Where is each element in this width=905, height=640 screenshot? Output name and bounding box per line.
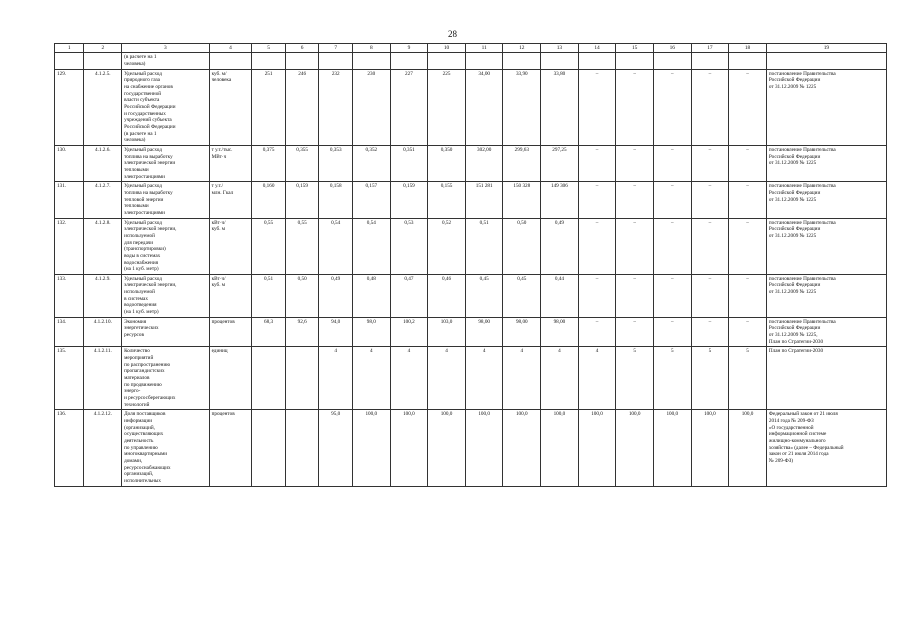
value-cell: – (616, 218, 654, 274)
column-header: 9 (390, 44, 428, 53)
value-cell (285, 410, 319, 486)
empty-cell (729, 53, 767, 69)
value-cell: 100,0 (691, 410, 729, 486)
value-cell: – (691, 69, 729, 145)
value-cell: 98,00 (465, 317, 503, 347)
value-cell: 0,55 (285, 218, 319, 274)
value-cell: 33,90 (503, 69, 541, 145)
value-cell: 4 (319, 347, 353, 410)
column-header: 1 (55, 44, 84, 53)
column-header: 16 (653, 44, 691, 53)
value-cell: 4 (465, 347, 503, 410)
value-cell: 100,0 (653, 410, 691, 486)
value-cell: 100,0 (578, 410, 616, 486)
value-cell: 4 (428, 347, 466, 410)
indicator-code: 4.1.2.10. (84, 317, 122, 347)
page-number: 28 (448, 29, 457, 39)
value-cell: 4 (578, 347, 616, 410)
value-cell: 100,0 (729, 410, 767, 486)
value-cell: 150 328 (503, 182, 541, 218)
column-header: 13 (541, 44, 579, 53)
value-cell: 100,0 (465, 410, 503, 486)
value-cell: 246 (285, 69, 319, 145)
value-cell: – (616, 274, 654, 317)
value-cell: 0,352 (352, 146, 390, 182)
indicator-code: 4.1.2.11. (84, 347, 122, 410)
indicator-name: Удельный расход топлива на выработку тепловой энергии тепловыми электростанциями (122, 182, 209, 218)
value-cell: 5 (616, 347, 654, 410)
value-cell: – (691, 182, 729, 218)
value-cell: 297,25 (541, 146, 579, 182)
value-cell: – (691, 317, 729, 347)
source-document: постановление Правительства Российской Федерации от 31.12.2009 № 1225 (766, 274, 886, 317)
source-document: постановление Правительства Российской Федерации от 31.12.2009 № 1225 (766, 69, 886, 145)
column-header: 2 (84, 44, 122, 53)
empty-cell (503, 53, 541, 69)
column-header: 19 (766, 44, 886, 53)
value-cell: 100,2 (390, 317, 428, 347)
value-cell: 92,6 (285, 317, 319, 347)
empty-cell (390, 53, 428, 69)
value-cell: 0,45 (465, 274, 503, 317)
value-cell: – (653, 317, 691, 347)
unit-of-measure: кВт·ч/ куб. м (209, 274, 252, 317)
value-cell: 0,54 (352, 218, 390, 274)
empty-cell (465, 53, 503, 69)
value-cell: 0,155 (428, 182, 466, 218)
value-cell: – (729, 317, 767, 347)
indicator-name: Удельный расход природного газа на снабжение органов государственной власти субъекта Российской Федерации и государственных учреждений субъекта Российской Федерации (в расчете на 1 человека) (122, 69, 209, 145)
value-cell: 100,0 (390, 410, 428, 486)
indicator-code: 4.1.2.5. (84, 69, 122, 145)
value-cell: 4 (503, 347, 541, 410)
value-cell: 0,51 (252, 274, 286, 317)
value-cell: 0,350 (428, 146, 466, 182)
indicator-name: Удельный расход электрической энергии, используемой в системах водоотведения (на 1 куб. метр) (122, 274, 209, 317)
source-document: постановление Правительства Российской Федерации от 31.12.2009 № 1225 (766, 146, 886, 182)
value-cell: 0,158 (319, 182, 353, 218)
empty-cell (209, 53, 252, 69)
value-cell: – (691, 146, 729, 182)
value-cell: 0,351 (390, 146, 428, 182)
source-document: постановление Правительства Российской Федерации от 31.12.2009 № 1225, План по Стратегии-2030 (766, 317, 886, 347)
source-document: постановление Правительства Российской Федерации от 31.12.2009 № 1225 (766, 182, 886, 218)
row-number: 134. (55, 317, 84, 347)
value-cell: 0,49 (319, 274, 353, 317)
value-cell: 4 (390, 347, 428, 410)
value-cell: 0,50 (285, 274, 319, 317)
row-number: 131. (55, 182, 84, 218)
source-document: постановление Правительства Российской Федерации от 31.12.2009 № 1225 (766, 218, 886, 274)
value-cell (252, 347, 286, 410)
value-cell: – (578, 146, 616, 182)
column-header: 17 (691, 44, 729, 53)
column-header: 3 (122, 44, 209, 53)
column-header: 14 (578, 44, 616, 53)
indicator-code: 4.1.2.8. (84, 218, 122, 274)
value-cell: 68,3 (252, 317, 286, 347)
unit-of-measure: кВт·ч/ куб. м (209, 218, 252, 274)
value-cell: – (653, 182, 691, 218)
value-cell: 0,47 (390, 274, 428, 317)
value-cell: 100,0 (352, 410, 390, 486)
source-document: План по Стратегии-2030 (766, 347, 886, 410)
column-header: 6 (285, 44, 319, 53)
indicator-code: 4.1.2.12. (84, 410, 122, 486)
value-cell: – (578, 218, 616, 274)
value-cell: – (729, 146, 767, 182)
indicator-code: 4.1.2.7. (84, 182, 122, 218)
table-row (55, 218, 887, 274)
unit-of-measure: т у.т./тыс. МВт·ч (209, 146, 252, 182)
indicator-name: Удельный расход топлива на выработку электрической энергии тепловыми электростанциями (122, 146, 209, 182)
value-cell: 225 (428, 69, 466, 145)
value-cell: – (578, 317, 616, 347)
column-header: 11 (465, 44, 503, 53)
value-cell: 227 (390, 69, 428, 145)
empty-cell (541, 53, 579, 69)
value-cell: – (691, 218, 729, 274)
empty-cell (691, 53, 729, 69)
row-number: 130. (55, 146, 84, 182)
table-row (55, 347, 887, 410)
table-row (55, 274, 887, 317)
empty-cell (616, 53, 654, 69)
column-header: 10 (428, 44, 466, 53)
value-cell: 4 (541, 347, 579, 410)
source-document: Федеральный закон от 21 июля 2014 года № 209-ФЗ «О государственной информационной системе жилищно-коммунального хозяйства» (далее – Федеральный закон от 21 июля 2014 года № 209-ФЗ) (766, 410, 886, 486)
empty-cell (84, 53, 122, 69)
indicator-name: Количество мероприятий по распространению пропагандистских материалов по продвижению энерго- и ресурсосберегающих технологий (122, 347, 209, 410)
table-row (55, 317, 887, 347)
value-cell: 98,00 (503, 317, 541, 347)
value-cell (285, 347, 319, 410)
empty-cell (319, 53, 353, 69)
column-header: 4 (209, 44, 252, 53)
empty-cell (55, 53, 84, 69)
value-cell: 0,355 (285, 146, 319, 182)
value-cell: – (653, 69, 691, 145)
indicator-code: 4.1.2.6. (84, 146, 122, 182)
value-cell: 100,0 (503, 410, 541, 486)
value-cell: – (578, 69, 616, 145)
value-cell: 0,46 (428, 274, 466, 317)
value-cell: 302,00 (465, 146, 503, 182)
column-header: 15 (616, 44, 654, 53)
value-cell: – (616, 69, 654, 145)
value-cell: – (729, 274, 767, 317)
value-cell: – (578, 182, 616, 218)
empty-cell (653, 53, 691, 69)
value-cell: 5 (729, 347, 767, 410)
value-cell: 0,52 (428, 218, 466, 274)
value-cell: 98,0 (352, 317, 390, 347)
value-cell: 0,157 (352, 182, 390, 218)
value-cell: 34,00 (465, 69, 503, 145)
table-row (55, 69, 887, 145)
indicators-table (54, 43, 887, 487)
value-cell: 0,159 (285, 182, 319, 218)
value-cell: 149 306 (541, 182, 579, 218)
table-row (55, 410, 887, 486)
empty-cell (578, 53, 616, 69)
value-cell: – (616, 146, 654, 182)
value-cell: 230 (352, 69, 390, 145)
value-cell: 0,159 (390, 182, 428, 218)
value-cell: 232 (319, 69, 353, 145)
unit-of-measure: процентов (209, 317, 252, 347)
value-cell: 299,63 (503, 146, 541, 182)
column-header: 5 (252, 44, 286, 53)
value-cell: 0,160 (252, 182, 286, 218)
value-cell: – (729, 218, 767, 274)
value-cell: 0,48 (352, 274, 390, 317)
table-row (55, 182, 887, 218)
empty-cell (428, 53, 466, 69)
row-number: 135. (55, 347, 84, 410)
value-cell: 98,00 (541, 317, 579, 347)
value-cell: 0,375 (252, 146, 286, 182)
value-cell: 0,53 (390, 218, 428, 274)
column-header: 8 (352, 44, 390, 53)
column-header: 7 (319, 44, 353, 53)
empty-cell (352, 53, 390, 69)
value-cell: 0,51 (465, 218, 503, 274)
value-cell: 100,0 (616, 410, 654, 486)
column-header: 18 (729, 44, 767, 53)
indicator-name: (в расчете на 1 человека) (122, 53, 209, 69)
row-number: 133. (55, 274, 84, 317)
value-cell: 5 (691, 347, 729, 410)
value-cell: 94,0 (319, 317, 353, 347)
value-cell: – (653, 274, 691, 317)
indicator-name: Экономия энергетических ресурсов (122, 317, 209, 347)
value-cell: 0,54 (319, 218, 353, 274)
unit-of-measure: процентов (209, 410, 252, 486)
value-cell: 95,0 (319, 410, 353, 486)
value-cell (252, 410, 286, 486)
value-cell: 0,49 (541, 218, 579, 274)
value-cell: – (653, 146, 691, 182)
value-cell: – (729, 182, 767, 218)
column-header: 12 (503, 44, 541, 53)
value-cell: 151 281 (465, 182, 503, 218)
value-cell: – (653, 218, 691, 274)
value-cell: – (578, 274, 616, 317)
header-row (55, 44, 887, 53)
table-row (55, 146, 887, 182)
value-cell: – (616, 182, 654, 218)
empty-cell (252, 53, 286, 69)
value-cell: 0,353 (319, 146, 353, 182)
value-cell: – (616, 317, 654, 347)
row-number: 136. (55, 410, 84, 486)
value-cell: 0,45 (503, 274, 541, 317)
indicator-name: Удельный расход электрической энергии, используемой для передачи (транспортировки) воды в системах водоснабжения (на 1 куб. метр) (122, 218, 209, 274)
empty-cell (285, 53, 319, 69)
value-cell: 100,0 (541, 410, 579, 486)
indicator-name: Доля поставщиков информации (организаций, осуществляющих деятельность по управлению многоквартирными домами, ресурсоснабжающих организаций, исполнительных (122, 410, 209, 486)
indicator-code: 4.1.2.9. (84, 274, 122, 317)
unit-of-measure: единиц (209, 347, 252, 410)
value-cell: 4 (352, 347, 390, 410)
value-cell: 103,0 (428, 317, 466, 347)
row-number: 129. (55, 69, 84, 145)
value-cell: 0,44 (541, 274, 579, 317)
value-cell: – (691, 274, 729, 317)
value-cell: 251 (252, 69, 286, 145)
value-cell: – (729, 69, 767, 145)
empty-cell (766, 53, 886, 69)
unit-of-measure: куб. м/ человека (209, 69, 252, 145)
value-cell: 100,0 (428, 410, 466, 486)
row-number: 132. (55, 218, 84, 274)
value-cell: 5 (653, 347, 691, 410)
value-cell: 0,50 (503, 218, 541, 274)
unit-of-measure: т у.т./ млн. Гкал (209, 182, 252, 218)
value-cell: 0,55 (252, 218, 286, 274)
value-cell: 33,80 (541, 69, 579, 145)
continuation-row (55, 53, 887, 69)
